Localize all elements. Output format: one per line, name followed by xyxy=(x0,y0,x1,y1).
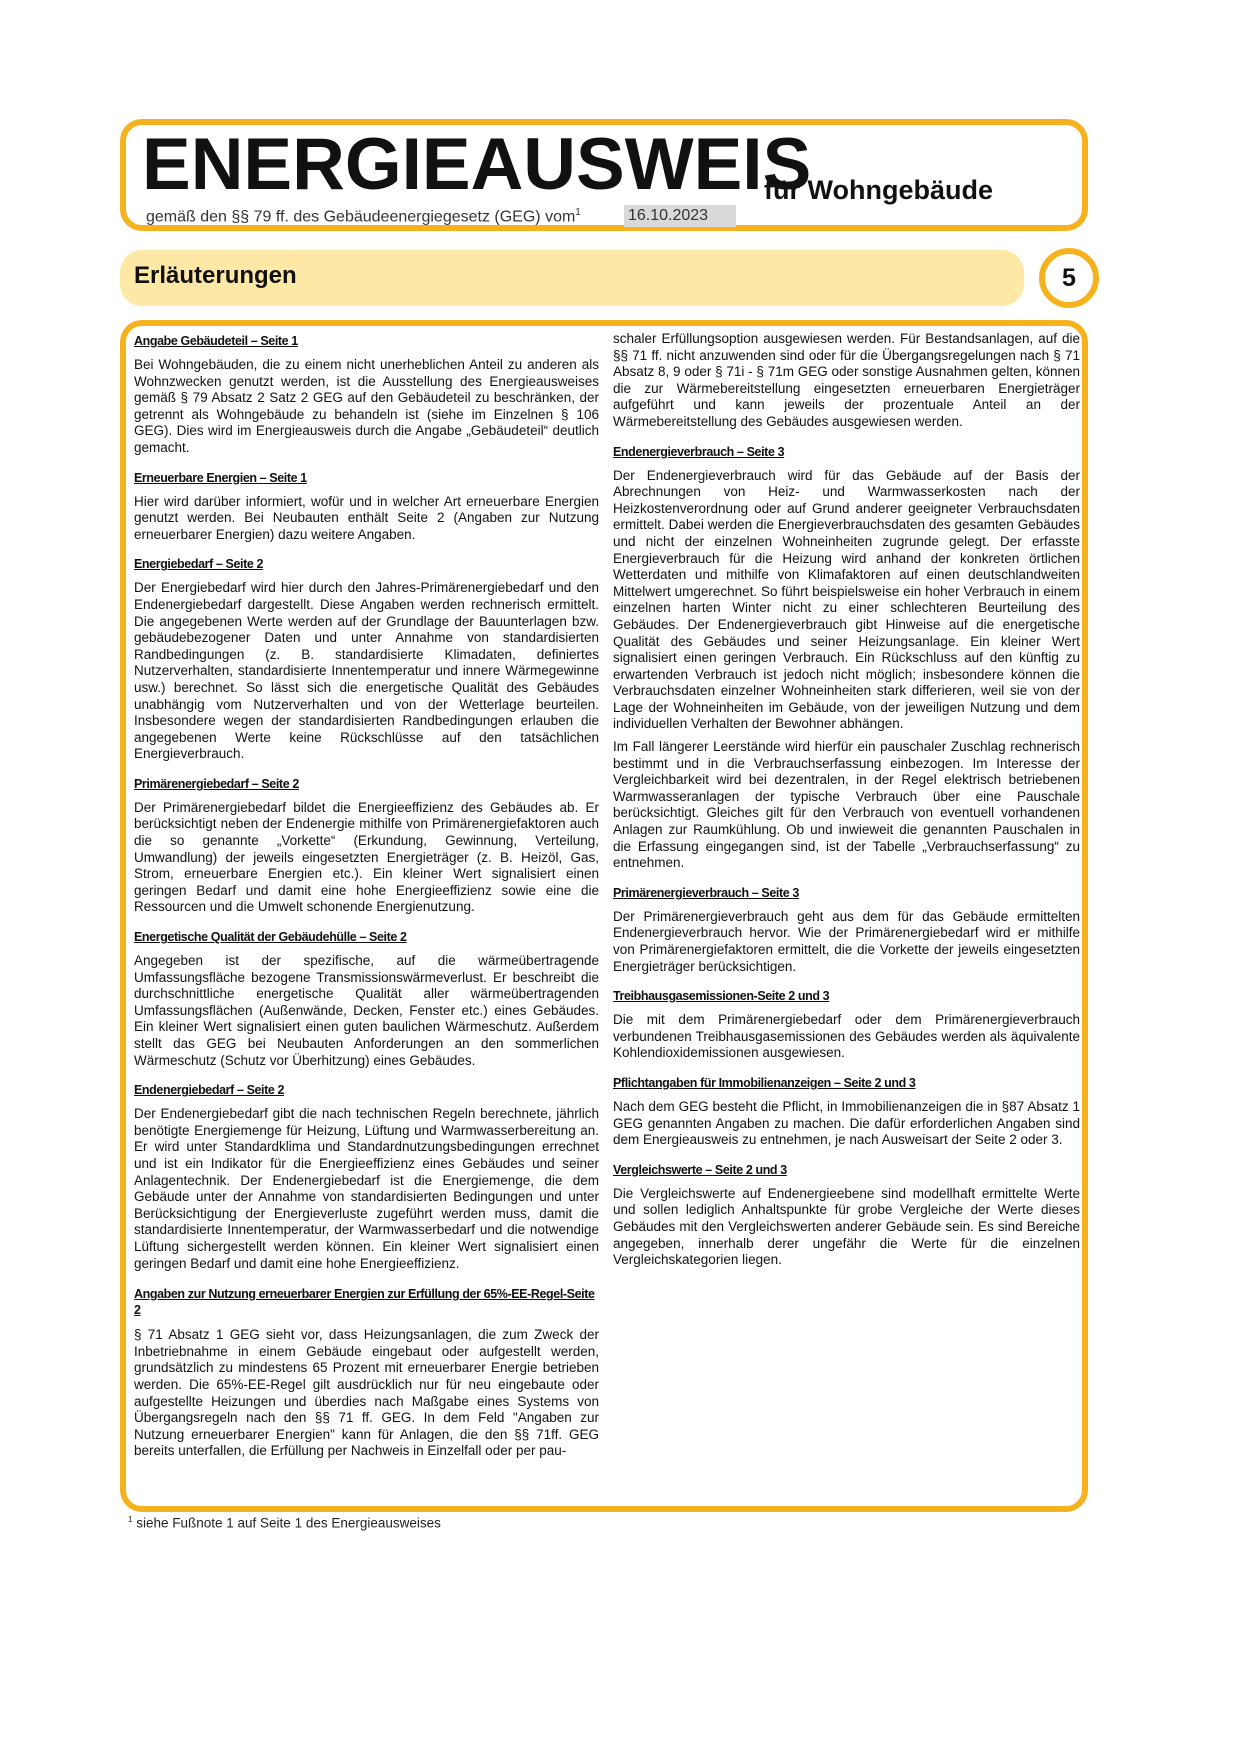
legal-basis-label: gemäß den §§ 79 ff. des Gebäudeenergiegesetz (GEG) vom xyxy=(146,208,576,226)
section-text: Die Vergleichswerte auf Endenergieebene sind modellhaft ermittelte Werte und sollen lediglich Anhaltspunkte für grobe Vergleiche der Werte dieses Gebäudes mit den Vergleichswerten anderer Gebäude sein. Es sind Bereiche angegeben, innerhalb derer ungefähr die Werte für die einzelnen Vergleichskategorien liegen. xyxy=(613,1185,1080,1268)
footnote-mark: 1 xyxy=(128,1515,133,1524)
section-heading: Primärenergieverbrauch – Seite 3 xyxy=(613,885,799,900)
section-heading: Energiebedarf – Seite 2 xyxy=(134,557,264,572)
explanation-section xyxy=(134,930,599,1069)
legal-basis-text xyxy=(146,207,581,226)
section-heading: Treibhausgasemissionen-Seite 2 und 3 xyxy=(613,989,830,1004)
section-heading: Vergleichswerte – Seite 2 und 3 xyxy=(613,1162,787,1177)
section-text: Der Endenergieverbrauch wird für das Gebäude auf der Basis der Abrechnungen von Heiz- und Warmwasserkosten nach der Heizkostenverordnung oder auf Grund anderer geeigneter Verbrauchsdaten ermittelt. Dabei werden die Energieverbrauchsdaten des gesamten Gebäudes und nicht der einzelnen Wohneinheiten zugrunde gelegt. Der erfasste Energieverbrauch für die Heizung wird anhand der konkreten örtlichen Wetterdaten und mithilfe von Klimafaktoren auf einen deutschlandweiten Mittelwert umgerechnet. So führt beispielsweise ein hoher Verbrauch in einem einzelnen harten Winter nicht zu einer schlechteren Beurteilung des Gebäudes. Der Endenergieverbrauch gibt Hinweise auf die energetische Qualität des Gebäudes und seiner Heizungsanlage. Ein kleiner Wert signalisiert einen geringen Verbrauch. Ein Rückschluss auf den künftig zu erwartenden Verbrauch ist jedoch nicht möglich; insbesondere können die Verbrauchsdaten einzelner Wohneinheiten stark differieren, weil sie von der Lage der Wohneinheiten im Gebäude, von der jeweiligen Nutzung und dem individuellen Verhalten der Bewohner abhängen. xyxy=(613,467,1080,732)
section-text: Der Primärenergiebedarf bildet die Energieeffizienz des Gebäudes ab. Er berücksichtigt neben der Endenergie mithilfe von Primärenergiefaktoren auch die so genannte „Vorkette“ (Erkundung, Gewinnung, Verteilung, Umwandlung) der jeweils eingesetzten Energieträger (z. B. Heizöl, Gas, Strom, erneuerbare Energien etc.). Ein kleiner Wert signalisiert einen geringen Bedarf und damit eine hohe Energieeffizienz sowie eine die Ressourcen und die Umwelt schonende Energienutzung. xyxy=(134,799,599,915)
left-column xyxy=(134,334,599,1474)
section-text: Der Primärenergieverbrauch geht aus dem für das Gebäude ermittelten Endenergieverbrauch hervor. Wie der Primärenergiebedarf wird er mithilfe von Primärenergiefaktoren ermittelt, die die Vorkette der jeweils eingesetzten Energieträger berücksichtigen. xyxy=(613,908,1080,974)
section-heading: Endenergieverbrauch – Seite 3 xyxy=(613,444,785,459)
explanation-section xyxy=(613,886,1080,975)
footnote-mark: 1 xyxy=(575,207,581,218)
section-text: Angegeben ist der spezifische, auf die wärmeübertragende Umfassungsfläche bezogene Transmissionswärmeverlust. Er beschreibt die durchschnittliche energetische Qualität aller wärmeübertragenden Umfassungsflächen (Außenwände, Decken, Fenster etc.) eines Gebäudes. Ein kleiner Wert signalisiert einen guten baulichen Wärmeschutz. Außerdem stellt das GEG bei Neubauten Anforderungen an den sommerlichen Wärmeschutz (Schutz vor Überhitzung) eines Gebäudes. xyxy=(134,953,599,1068)
section-heading: Endenergiebedarf – Seite 2 xyxy=(134,1083,285,1098)
page-number-badge: 5 xyxy=(1039,248,1099,308)
explanation-section xyxy=(134,471,599,544)
section-text: Die mit dem Primärenergiebedarf oder dem Primärenergieverbrauch verbundenen Treibhausgasemissionen des Gebäudes werden als äquivalente Kohlendioxidemissionen ausgewiesen. xyxy=(613,1012,1080,1061)
explanation-section xyxy=(134,1083,599,1272)
explanation-section xyxy=(134,557,599,763)
section-text: Nach dem GEG besteht die Pflicht, in Immobilienanzeigen die in §87 Absatz 1 GEG genannten Angaben zu machen. Die dafür erforderlichen Angaben sind dem Energieausweis zu entnehmen, je nach Ausweisart der Seite 2 oder 3. xyxy=(613,1098,1080,1148)
continued-text: schaler Erfüllungsoption ausgewiesen werden. Für Bestandsanlagen, auf die §§ 71 ff. nicht anzuwenden sind oder für die Übergangsregelungen nach § 71 Absatz 8, 9 oder § 71i - § 71m GEG oder sonstige Ausnahmen gelten, können die zur Wärmebereitstellung eingesetzten erneuerbaren Energieträger aufgeführt und kann jeweils der prozentuale Anteil an der Wärmebereitstellung des Gebäudes ausgewiesen werden. xyxy=(613,331,1080,429)
section-heading: Angaben zur Nutzung erneuerbarer Energien zur Erfüllung der 65%-EE-Regel-Seite 2 xyxy=(134,1287,595,1318)
section-heading: Erneuerbare Energien – Seite 1 xyxy=(134,470,307,485)
section-text: Der Endenergiebedarf gibt die nach technischen Regeln berechnete, jährlich benötigte Energiemenge für Heizung, Lüftung und Warmwasserbereitung an. Er wird unter Standardklima und Standardnutzungsbedingungen errechnet und ist ein Indikator für die Energieeffizienz eines Gebäudes und seiner Anlagentechnik. Der Endenergiebedarf ist die Energiemenge, die dem Gebäude unter der Annahme von standardisierten Bedingungen und unter Berücksichtigung der Energieverluste zugeführt werden muss, damit die standardisierte Innentemperatur, der Warmwasserbedarf und die notwendige Lüftung sichergestellt werden können. Ein kleiner Wert signalisiert einen geringen Bedarf und damit eine hohe Energieeffizienz. xyxy=(134,1106,599,1271)
explanation-section xyxy=(613,1076,1080,1149)
section-heading: Pflichtangaben für Immobilienanzeigen – Seite 2 und 3 xyxy=(613,1075,916,1090)
document-title: ENERGIEAUSWEIS xyxy=(142,124,812,205)
explanation-section xyxy=(613,1163,1080,1269)
explanation-section xyxy=(613,445,1080,872)
issue-date-field[interactable]: 16.10.2023 xyxy=(624,205,736,227)
section-heading: Energetische Qualität der Gebäudehülle – Seite 2 xyxy=(134,930,407,945)
footnote-text: siehe Fußnote 1 auf Seite 1 des Energieausweises xyxy=(136,1515,441,1531)
section-text: Im Fall längerer Leerstände wird hierfür ein pauschaler Zuschlag rechnerisch bestimmt und in die Verbrauchserfassung einbezogen. Im Interesse der Vergleichbarkeit wird bei dezentralen, in der Regel elektrisch betriebenen Warmwasseranlagen der typische Verbrauch über eine Pauschale berücksichtigt. Gleiches gilt für den Verbrauch von eventuell vorhandenen Anlagen zur Raumkühlung. Ob und inwieweit die genannten Pauschalen in die Erfassung eingegangen sind, ist der Tabelle „Verbrauchserfassung“ zu entnehmen. xyxy=(613,739,1080,871)
explanation-section xyxy=(613,989,1080,1062)
section-heading: Primärenergiebedarf – Seite 2 xyxy=(134,776,299,791)
explanation-section xyxy=(134,334,599,457)
building-type-label: für Wohngebäude xyxy=(764,175,993,205)
explanation-section xyxy=(134,777,599,916)
footnote xyxy=(128,1515,441,1531)
section-text: Der Energiebedarf wird hier durch den Jahres-Primärenergiebedarf und den Endenergiebedarf dargestellt. Diese Angaben werden rechnerisch ermittelt. Die angegebenen Werte werden auf der Grundlage der Bauunterlagen bzw. gebäudebezogener Daten und unter Annahme von standardisierten Randbedingungen (z. B. standardisierte Klimadaten, definiertes Nutzerverhalten, standardisierte Innentemperatur und innere Wärmegewinne usw.) berechnet. So lässt sich die energetische Qualität des Gebäudes unabhängig vom Nutzerverhalten und von der Wetterlage beurteilen. Insbesondere wegen der standardisierten Randbedingungen erlauben die angegebenen Werte keine Rückschlüsse auf den tatsächlichen Energieverbrauch. xyxy=(134,580,599,762)
section-title: Erläuterungen xyxy=(134,262,297,289)
section-text: Bei Wohngebäuden, die zu einem nicht unerheblichen Anteil zu anderen als Wohnzwecken genutzt werden, ist die Ausstellung des Energieausweises gemäß § 79 Absatz 2 Satz 2 GEG auf den Gebäudeteil zu beschränken, der getrennt als Wohngebäude zu behandeln ist (siehe im Einzelnen § 106 GEG). Dies wird im Energieausweis durch die Angabe „Gebäudeteil“ deutlich gemacht. xyxy=(134,357,599,455)
right-column xyxy=(613,331,1080,1283)
section-text: § 71 Absatz 1 GEG sieht vor, dass Heizungsanlagen, die zum Zweck der Inbetriebnahme in einem Gebäude eingebaut oder aufgestellt werden, grundsätzlich zu mindestens 65 Prozent mit erneuerbarer Energie betrieben werden. Die 65%-EE-Regel gilt ausdrücklich nur für neu eingebaute oder aufgestellte Heizungen und überdies nach Maßgabe eines Systems von Übergangsregeln nach den §§ 71 ff. GEG. In dem Feld "Angaben zur Nutzung erneuerbarer Energien" kann für Anlagen, die den §§ 71ff. GEG bereits unterfallen, die Erfüllung per Nachweis in Einzelfall oder per pau- xyxy=(134,1327,599,1459)
section-text: Hier wird darüber informiert, wofür und in welcher Art erneuerbare Energien genutzt werden. Bei Neubauten enthält Seite 2 (Angaben zur Nutzung erneuerbarer Energien) dazu weitere Angaben. xyxy=(134,493,599,542)
section-heading: Angabe Gebäudeteil – Seite 1 xyxy=(134,334,298,348)
explanation-section xyxy=(134,1286,599,1460)
